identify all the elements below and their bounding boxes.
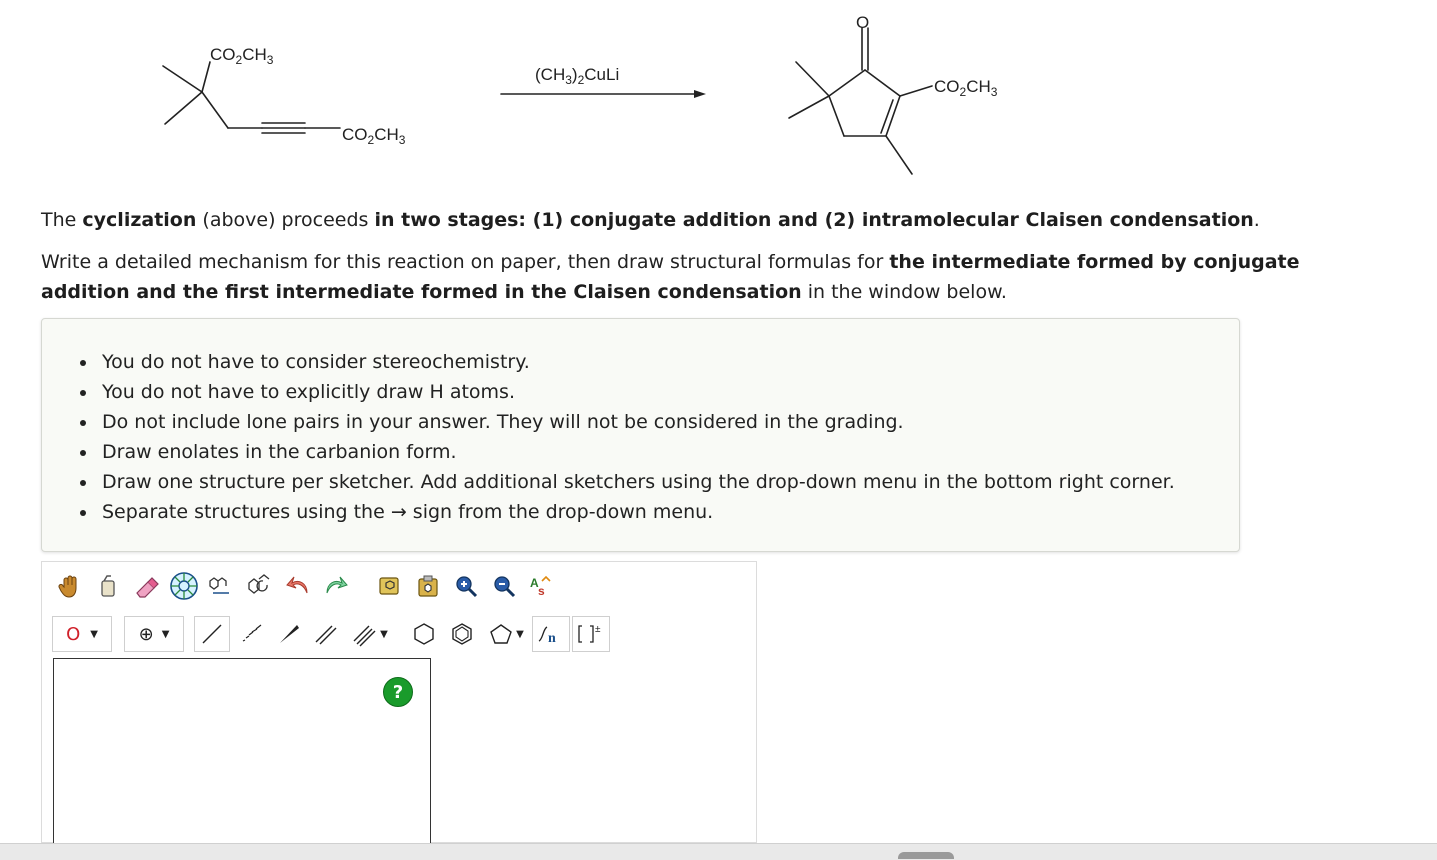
sgroup-icon[interactable] — [532, 616, 570, 652]
chevron-down-icon: ▼ — [380, 628, 388, 640]
p2-run-0: Write a detailed mechanism for this reaction on paper, then draw structural formulas for — [41, 251, 890, 273]
chevron-down-icon: ▼ — [90, 628, 98, 640]
instruction-item: • You do not have to consider stereochemistry. — [98, 347, 1175, 377]
help-button[interactable]: ? — [383, 677, 413, 707]
svg-text:±: ± — [595, 624, 601, 635]
undo-icon[interactable] — [280, 568, 316, 604]
product-oxygen: O — [856, 13, 870, 32]
product-ester: $CO_2CH_3$ — [934, 77, 998, 99]
p1-run-2: (above) proceeds — [196, 209, 375, 231]
reactant-ester-top: $CO_2CH_3$ — [210, 45, 274, 67]
reagent-label: $(CH_3)_2CuLi$ — [535, 65, 620, 87]
clean-structure-icon[interactable] — [204, 568, 240, 604]
bracket-charge-icon[interactable] — [572, 616, 610, 652]
eraser-icon[interactable] — [128, 568, 164, 604]
sketcher-toolbar-bottom — [52, 616, 612, 652]
p2-run-1: the intermediate formed by conjugate addition and the first intermediate formed in the Claisen condensation — [41, 251, 1300, 303]
ring-template-icon[interactable] — [166, 568, 202, 604]
p1-run-3: in two stages: (1) conjugate addition and (2) intramolecular Claisen condensation — [374, 209, 1254, 231]
wedge-bond-icon[interactable] — [270, 616, 306, 652]
cyclohexane-icon[interactable] — [406, 616, 442, 652]
charge-picker-button[interactable] — [124, 616, 184, 652]
stereo-bond-icon[interactable] — [232, 616, 268, 652]
horizontal-scrollbar[interactable] — [0, 843, 1437, 860]
zoom-out-icon[interactable] — [486, 568, 522, 604]
toolbar-spacer — [356, 568, 370, 604]
double-bond-icon[interactable] — [308, 616, 344, 652]
instruction-item: • Draw one structure per sketcher. Add additional sketchers using the drop-down menu in the bottom right corner. — [98, 467, 1175, 497]
problem-paragraph-2 — [41, 247, 1351, 307]
toolbar-spacer — [396, 616, 404, 652]
atom-label: O — [66, 623, 81, 645]
reactant-ester-side: $CO_2CH_3$ — [342, 125, 406, 147]
cyclopentane-icon[interactable] — [482, 616, 530, 652]
svg-text:n: n — [548, 631, 556, 646]
toolbar-spacer — [186, 616, 192, 652]
instructions-list — [98, 347, 1175, 527]
cleanup-2d-icon[interactable] — [242, 568, 278, 604]
scrollbar-thumb[interactable] — [898, 852, 954, 859]
p1-run-0: The — [41, 209, 83, 231]
redo-icon[interactable] — [318, 568, 354, 604]
atom-picker-button[interactable] — [52, 616, 112, 652]
paste-icon[interactable] — [410, 568, 446, 604]
benzene-icon[interactable] — [444, 616, 480, 652]
chevron-down-icon: ▼ — [516, 628, 524, 640]
p1-run-1: cyclization — [82, 209, 197, 231]
instruction-item: • Separate structures using the → sign from the drop-down menu. — [98, 497, 1175, 527]
instruction-item: • Do not include lone pairs in your answer. They will not be considered in the grading. — [98, 407, 1175, 437]
drawing-canvas[interactable] — [53, 658, 431, 844]
copy-icon[interactable] — [372, 568, 408, 604]
toolbar-spacer — [114, 616, 122, 652]
clear-icon[interactable] — [90, 568, 126, 604]
charge-label: ⊕ — [138, 623, 154, 645]
instruction-item: • You do not have to explicitly draw H atoms. — [98, 377, 1175, 407]
svg-text:s: s — [538, 584, 545, 598]
color-icon[interactable] — [524, 568, 560, 604]
triple-bond-icon[interactable] — [346, 616, 394, 652]
instructions-box — [41, 318, 1240, 552]
structure-sketcher — [41, 561, 757, 843]
chevron-down-icon: ▼ — [161, 628, 170, 640]
svg-text:A: A — [530, 576, 539, 590]
p1-run-4: . — [1253, 209, 1260, 231]
instruction-item: • Draw enolates in the carbanion form. — [98, 437, 1175, 467]
zoom-in-icon[interactable] — [448, 568, 484, 604]
reaction-scheme — [0, 0, 1437, 190]
problem-statement — [41, 205, 1351, 319]
problem-paragraph-1 — [41, 205, 1351, 235]
hand-icon[interactable] — [52, 568, 88, 604]
single-bond-icon[interactable] — [194, 616, 230, 652]
sketcher-toolbar-top — [52, 568, 562, 604]
p2-run-2: in the window below. — [801, 281, 1007, 303]
